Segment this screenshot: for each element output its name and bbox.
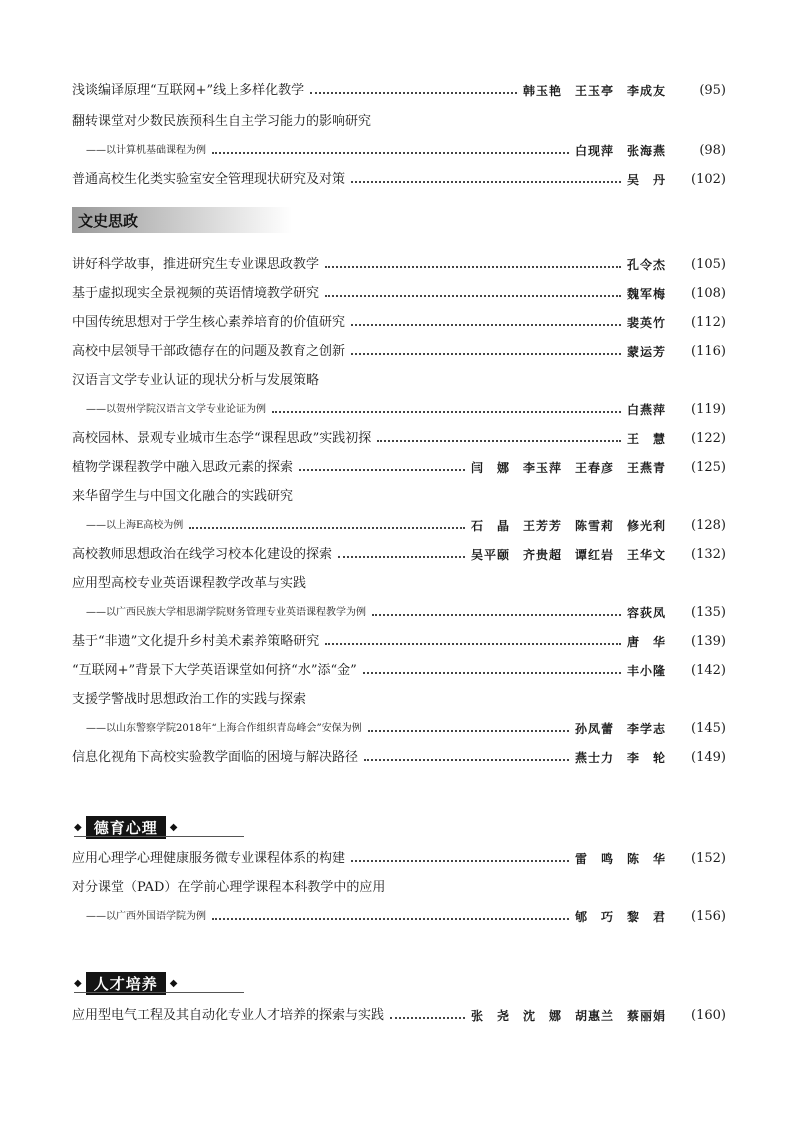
entry-title: 讲好科学故事，推进研究生专业课思政教学 [72, 257, 320, 272]
entry-title: 支援学警战时思想政治工作的实践与探索 [72, 692, 307, 707]
toc-entry[interactable] [72, 81, 726, 101]
entry-authors: 韩玉艳 王玉亭 李成友 [522, 84, 666, 98]
entry-title: 翻转课堂对少数民族预科生自主学习能力的影响研究 [72, 114, 372, 129]
entry-authors: 白现萍 张海燕 [574, 144, 666, 158]
entry-page: (152) [691, 851, 726, 866]
entry-authors: 孔令杰 [626, 258, 666, 272]
diamond-icon: ◆ [74, 821, 82, 833]
section-title: 文史思政 [78, 212, 139, 230]
entry-page: (119) [691, 402, 726, 417]
toc-entry[interactable] [72, 313, 726, 333]
entry-page: (95) [699, 83, 726, 98]
entry-subtitle: ——以计算机基础课程为例 [86, 145, 206, 156]
dot-leader [351, 353, 621, 355]
entry-authors: 郇 巧 黎 君 [574, 910, 666, 924]
entry-page: (116) [691, 344, 726, 359]
toc-entry-title-line[interactable] [72, 690, 726, 710]
entry-title: 浅谈编译原理“互联网+”线上多样化教学 [72, 83, 305, 98]
dot-leader [299, 469, 465, 471]
section-rule [74, 992, 244, 993]
section-header-rencai [74, 970, 177, 996]
dot-leader [272, 411, 621, 413]
entry-authors: 唐 华 [626, 635, 666, 649]
entry-authors: 闫 娜 李玉萍 王春彦 王燕青 [470, 461, 666, 475]
entry-title: 汉语言文学专业认证的现状分析与发展策略 [72, 373, 320, 388]
entry-subtitle: ——以贺州学院汉语言文学专业论证为例 [86, 404, 266, 415]
toc-entry[interactable] [72, 661, 726, 681]
entry-authors: 蒙运芳 [626, 345, 666, 359]
entry-page: (122) [691, 431, 726, 446]
dot-leader [351, 181, 621, 183]
entry-page: (125) [691, 460, 726, 475]
entry-authors: 张 尧 沈 娜 胡惠兰 蔡丽娟 [470, 1009, 666, 1023]
dot-leader [189, 527, 465, 529]
entry-title: 对分课堂（PAD）在学前心理学课程本科教学中的应用 [72, 880, 386, 895]
entry-page: (102) [691, 172, 726, 187]
entry-title: 基于“非遗”文化提升乡村美术素养策略研究 [72, 634, 320, 649]
section-header-deyu [74, 814, 177, 840]
dot-leader [364, 759, 569, 761]
entry-page: (160) [691, 1008, 726, 1023]
toc-entry-subtitle[interactable] [86, 141, 726, 161]
toc-entry-subtitle[interactable] [86, 719, 726, 739]
entry-title: 高校园林、景观专业城市生态学“课程思政”实践初探 [72, 431, 372, 446]
entry-authors: 燕士力 李 轮 [574, 751, 666, 765]
toc-entry[interactable] [72, 545, 726, 565]
entry-subtitle: ——以广西外国语学院为例 [86, 911, 206, 922]
toc-entry-title-line[interactable] [72, 112, 726, 132]
entry-authors: 王 慧 [626, 432, 666, 446]
entry-subtitle: ——以上海E高校为例 [86, 520, 184, 531]
entry-page: (112) [691, 315, 726, 330]
entry-title: 基于虚拟现实全景视频的英语情境教学研究 [72, 286, 320, 301]
entry-authors: 丰小隆 [626, 664, 666, 678]
dot-leader [212, 918, 569, 920]
dot-leader [377, 440, 621, 442]
toc-entry-title-line[interactable] [72, 878, 726, 898]
entry-authors: 吴平颐 齐贵超 谭红岩 王华文 [470, 548, 666, 562]
entry-authors: 石 晶 王芳芳 陈雪莉 修光利 [470, 519, 666, 533]
entry-page: (139) [691, 634, 726, 649]
entry-title: 高校中层领导干部政德存在的问题及教育之创新 [72, 344, 346, 359]
dot-leader [372, 614, 621, 616]
entry-page: (98) [699, 143, 726, 158]
entry-title: 中国传统思想对于学生核心素养培育的价值研究 [72, 315, 346, 330]
entry-authors: 吴 丹 [626, 173, 666, 187]
toc-entry[interactable] [72, 284, 726, 304]
entry-title: 应用型电气工程及其自动化专业人才培养的探索与实践 [72, 1008, 385, 1023]
dot-leader [325, 266, 621, 268]
entry-authors: 雷 鸣 陈 华 [574, 852, 666, 866]
entry-title: 应用心理学心理健康服务微专业课程体系的构建 [72, 851, 346, 866]
dot-leader [310, 92, 517, 94]
toc-entry-title-line[interactable] [72, 371, 726, 391]
dot-leader [351, 860, 569, 862]
entry-title: 植物学课程教学中融入思政元素的探索 [72, 460, 294, 475]
toc-entry-title-line[interactable] [72, 574, 726, 594]
diamond-icon: ◆ [74, 977, 82, 989]
toc-entry-subtitle[interactable] [86, 603, 726, 623]
toc-entry[interactable] [72, 748, 726, 768]
entry-page: (156) [691, 909, 726, 924]
entry-page: (108) [691, 286, 726, 301]
toc-entry[interactable] [72, 849, 726, 869]
entry-title: “互联网+”背景下大学英语课堂如何挤“水”添“金” [72, 663, 357, 678]
dot-leader [390, 1017, 465, 1019]
dot-leader [325, 295, 621, 297]
dot-leader [351, 324, 621, 326]
entry-title: 普通高校生化类实验室安全管理现状研究及对策 [72, 172, 346, 187]
entry-title: 信息化视角下高校实验教学面临的困境与解决路径 [72, 750, 359, 765]
section-title: 人才培养 [86, 972, 166, 995]
dot-leader [363, 672, 621, 674]
entry-page: (149) [691, 750, 726, 765]
toc-entry[interactable] [72, 458, 726, 478]
section-rule [74, 836, 244, 837]
entry-subtitle: ——以广西民族大学相思湖学院财务管理专业英语课程教学为例 [86, 607, 366, 618]
section-title: 德育心理 [86, 816, 166, 839]
dot-leader [338, 556, 465, 558]
entry-authors: 白燕萍 [626, 403, 666, 417]
entry-page: (105) [691, 257, 726, 272]
toc-entry-subtitle[interactable] [86, 516, 726, 536]
toc-entry-subtitle[interactable] [86, 907, 726, 927]
toc-entry[interactable] [72, 255, 726, 275]
entry-title: 高校教师思想政治在线学习校本化建设的探索 [72, 547, 333, 562]
toc-entry[interactable] [72, 429, 726, 449]
entry-page: (135) [691, 605, 726, 620]
entry-title: 来华留学生与中国文化融合的实践研究 [72, 489, 294, 504]
toc-entry[interactable] [72, 342, 726, 362]
entry-page: (132) [691, 547, 726, 562]
diamond-icon: ◆ [169, 977, 178, 989]
diamond-icon: ◆ [169, 821, 178, 833]
entry-authors: 容荻凤 [626, 606, 666, 620]
dot-leader [368, 730, 569, 732]
entry-authors: 裴英竹 [626, 316, 666, 330]
entry-page: (128) [691, 518, 726, 533]
entry-page: (142) [691, 663, 726, 678]
toc-entry-subtitle[interactable] [86, 400, 726, 420]
section-header-wenshi [72, 207, 292, 233]
dot-leader [212, 152, 569, 154]
entry-title: 应用型高校专业英语课程教学改革与实践 [72, 576, 307, 591]
toc-entry-title-line[interactable] [72, 487, 726, 507]
entry-authors: 魏军梅 [626, 287, 666, 301]
entry-subtitle: ——以山东警察学院2018年“上海合作组织青岛峰会”安保为例 [86, 723, 362, 734]
dot-leader [325, 643, 621, 645]
entry-page: (145) [691, 721, 726, 736]
toc-entry[interactable] [72, 632, 726, 652]
toc-entry[interactable] [72, 1006, 726, 1026]
entry-authors: 孙凤蕾 李学志 [574, 722, 666, 736]
toc-entry[interactable] [72, 170, 726, 190]
